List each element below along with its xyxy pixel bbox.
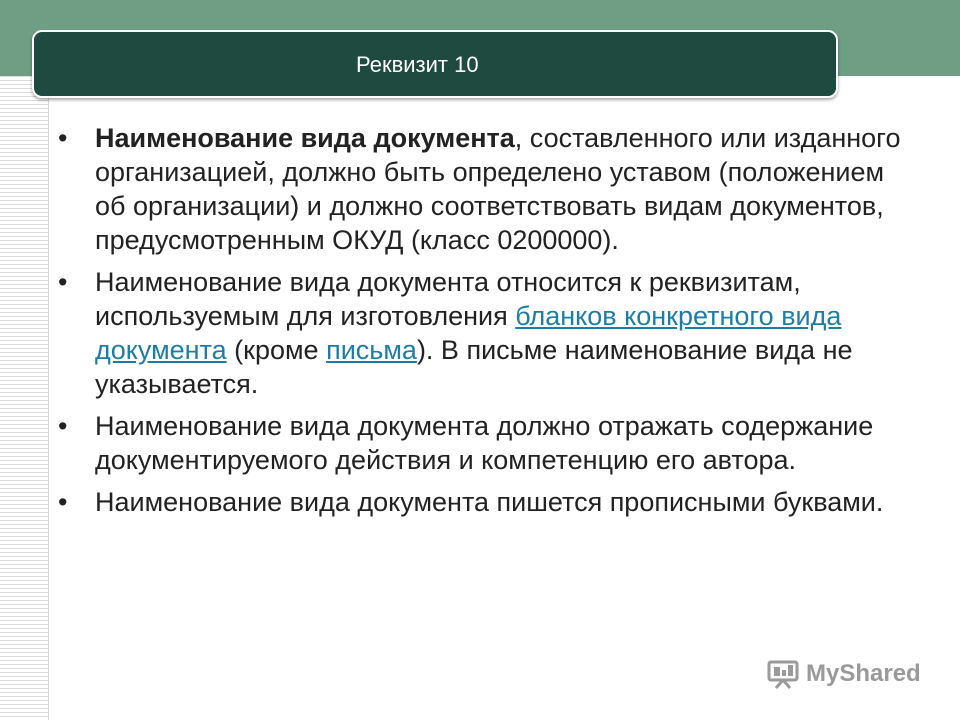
watermark-label: MyShared: [806, 660, 921, 687]
bullet-marker: •: [58, 487, 68, 517]
bullet-bold-text: Наименование вида документа: [95, 123, 515, 153]
bullet-marker: •: [58, 123, 68, 153]
bullet-text: Наименование вида документа относится к реквизитам, используемым для изготовления: [95, 267, 801, 331]
slide-title: Реквизит 10: [356, 52, 479, 77]
bullet-text: (кроме: [226, 335, 327, 365]
myshared-watermark: [766, 656, 921, 692]
bullet-text: Наименование вида документа пишется прописными буквами.: [95, 487, 884, 517]
bullet-text: ). В письме наименование вида не указывается.: [95, 335, 853, 399]
bullet-text: , составленного или изданного организацией, должно быть определено уставом (положением об организации) и должно соответствовать видам документов, предусмотренным ОКУД (класс 0200000).: [95, 123, 901, 255]
link-blanks[interactable]: бланков конкретного вида документа: [95, 301, 842, 365]
bullet-item: [58, 485, 918, 519]
bullet-marker: •: [58, 267, 68, 297]
bullet-item: [58, 409, 918, 477]
bullet-marker: •: [58, 411, 68, 441]
link-letter[interactable]: письма: [326, 335, 417, 365]
bullet-item: [58, 121, 918, 257]
bullet-text: Наименование вида документа должно отражать содержание документируемого действия и компетенцию его автора.: [95, 411, 874, 475]
slide-content: [58, 121, 918, 527]
left-divider: [48, 76, 49, 720]
bullet-item: [58, 265, 918, 401]
title-bar: [32, 30, 838, 98]
presentation-board-icon: [766, 659, 800, 689]
left-decorative-stripe: [0, 76, 48, 720]
